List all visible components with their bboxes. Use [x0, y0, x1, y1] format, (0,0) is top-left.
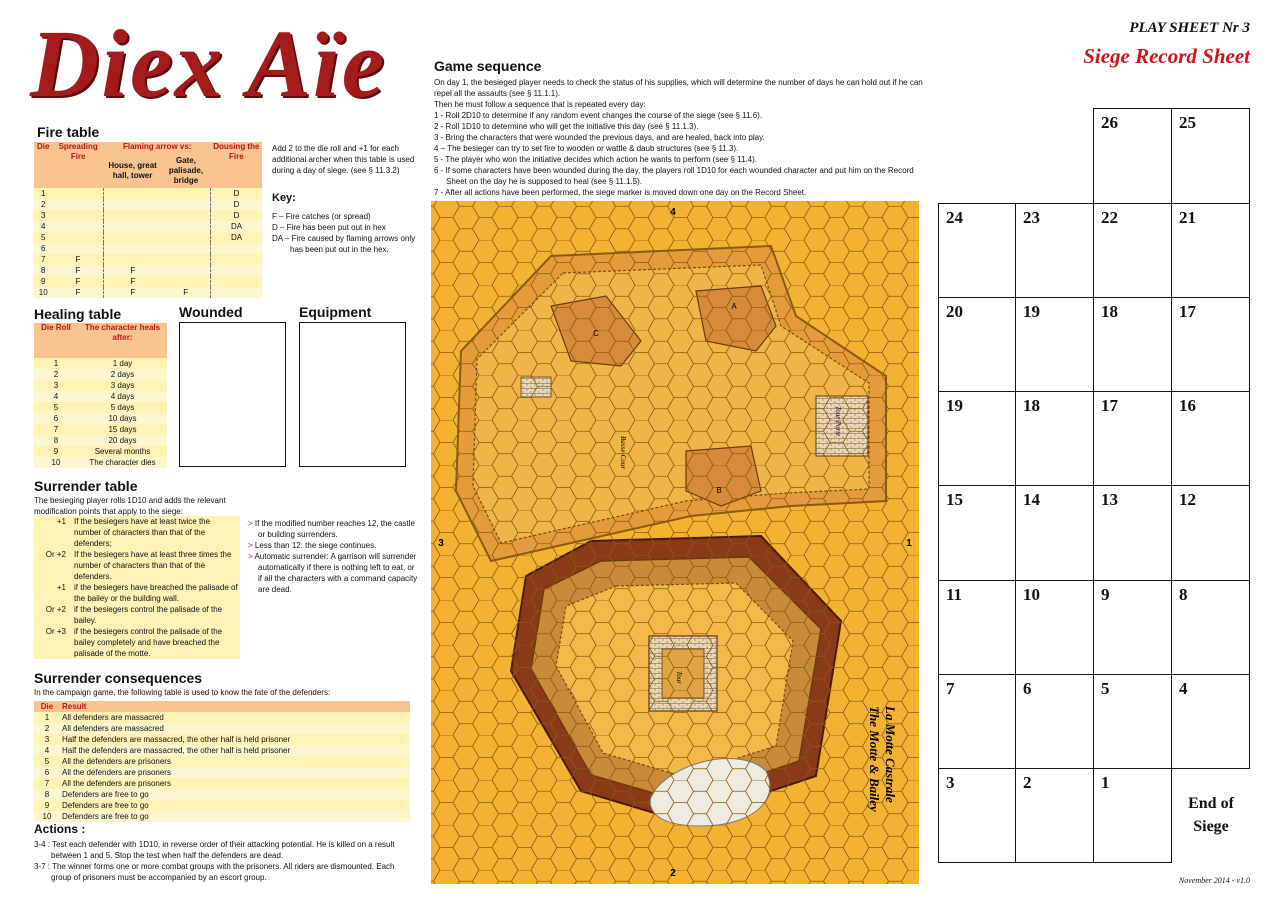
siege-day-number: 18 — [1023, 396, 1040, 415]
siege-day-cell[interactable] — [938, 391, 1016, 486]
fire-header-dousing: Dousing the Fire — [211, 142, 262, 188]
healing-row — [34, 402, 167, 413]
healing-row — [34, 435, 167, 446]
action-3-7: 3-7 : The winner forms one or more combat groups with the prisoners. All riders are dismounted. Each group of prisoners must be accompanied by an escort group. — [34, 862, 395, 882]
siege-day-number: 9 — [1101, 585, 1110, 604]
healing-cell-roll: 10 — [34, 457, 78, 468]
surrender-row — [34, 549, 240, 582]
sequence-intro-1: On day 1, the besieged player needs to check the status of his supplies, which will determine the number of days he can hold out if he can repel all the assaults (see § 11.1.1). — [434, 78, 923, 98]
fire-table-title: Fire table — [37, 124, 100, 140]
fire-cell-house — [104, 199, 162, 210]
actions-list — [34, 839, 416, 883]
sequence-intro-2: Then he must follow a sequence that is repeated every day: — [434, 100, 646, 109]
healing-cell-roll: 1 — [34, 358, 78, 369]
siege-day-cell[interactable] — [1015, 580, 1094, 675]
fire-cell-gate: F — [161, 287, 210, 298]
map-label-tourporte: Tour Porte — [834, 406, 842, 437]
fire-row — [34, 221, 262, 232]
consequences-title: Surrender consequences — [34, 670, 203, 686]
fire-cell-spread: F — [52, 265, 103, 276]
healing-row — [34, 380, 167, 391]
healing-row — [34, 424, 167, 435]
fire-cell-gate — [161, 188, 210, 199]
surrender-row — [34, 516, 240, 549]
healing-table-title: Healing table — [34, 306, 122, 322]
surrender-cell-text: If the besiegers have at least three times the number of characters than that of the defenders. — [72, 549, 240, 582]
fire-cell-spread: F — [52, 254, 103, 265]
fire-cell-house — [104, 243, 162, 254]
consequences-table — [34, 701, 410, 822]
consequences-cell-die: 6 — [34, 767, 60, 778]
key-d: D – Fire has been put out in hex — [272, 223, 386, 232]
consequences-row — [34, 800, 410, 811]
healing-row — [34, 358, 167, 369]
siege-day-cell[interactable] — [938, 768, 1016, 863]
siege-day-number: 19 — [1023, 302, 1040, 321]
fire-cell-house — [104, 254, 162, 265]
equipment-title: Equipment — [299, 304, 372, 320]
surrender-cell-text: if the besiegers control the palisade of the bailey. — [72, 604, 240, 626]
siege-record-title: Siege Record Sheet — [1083, 44, 1250, 68]
consequences-cell-result: Defenders are free to go — [60, 789, 410, 800]
siege-day-cell[interactable] — [1171, 580, 1250, 675]
fire-cell-house: F — [104, 265, 162, 276]
sequence-title: Game sequence — [434, 58, 542, 74]
fire-cell-house — [104, 221, 162, 232]
consequences-cell-die: 4 — [34, 745, 60, 756]
map-label-c: C — [593, 329, 599, 338]
fire-cell-gate — [161, 210, 210, 221]
consequences-header-result: Result — [60, 701, 410, 712]
fire-cell-spread — [52, 188, 103, 199]
consequences-cell-result: All the defenders are prisoners — [60, 778, 410, 789]
siege-day-number: 25 — [1179, 113, 1196, 132]
map-label-b: B — [716, 486, 722, 495]
consequences-cell-die: 1 — [34, 712, 60, 723]
siege-day-cell[interactable] — [1015, 768, 1094, 863]
fire-cell-douse: DA — [211, 232, 262, 243]
game-logo — [30, 8, 400, 120]
siege-day-number: 11 — [946, 585, 963, 604]
key-da: DA – Fire caused by flaming arrows only has been put out in the hex. — [272, 234, 416, 254]
fire-cell-spread — [52, 243, 103, 254]
sequence-step: 6 - If some characters have been wounded during the day, the players roll 1D10 for each wounded character and put him on the Record Sheet on the day he is supposed to heal (see § 11.1.5). — [434, 166, 914, 186]
consequences-row — [34, 756, 410, 767]
map-title-fr: La Motte Castrale — [883, 706, 898, 803]
healing-cell-heal: The character dies — [78, 457, 167, 468]
surrender-note-3: > Automatic surrender: A garrison will surrender automatically if there is nothing left to eat, or if all the characters with a command capacity are dead. — [248, 552, 418, 594]
wounded-title: Wounded — [179, 304, 243, 320]
siege-day-number: 24 — [946, 208, 963, 227]
fire-cell-douse — [211, 254, 262, 265]
consequences-cell-die: 7 — [34, 778, 60, 789]
key-list — [272, 211, 422, 255]
siege-day-number: 8 — [1179, 585, 1188, 604]
fire-cell-die: 10 — [34, 287, 52, 298]
healing-cell-heal: 15 days — [78, 424, 167, 435]
game-map[interactable] — [431, 201, 919, 884]
siege-day-number: 18 — [1101, 302, 1118, 321]
surrender-cell-text: if the besiegers control the palisade of the bailey completely and have breached the palisade of the motte. — [72, 626, 240, 659]
siege-day-cell[interactable] — [938, 674, 1016, 769]
siege-day-number: 22 — [1101, 208, 1118, 227]
map-edge-2: 2 — [670, 868, 676, 879]
fire-cell-house: F — [104, 287, 162, 298]
healing-header-heals: The character heals after: — [78, 323, 167, 358]
consequences-header-die: Die — [34, 701, 60, 712]
surrender-row — [34, 582, 240, 604]
healing-header-roll: Die Roll — [34, 323, 78, 358]
consequences-row — [34, 778, 410, 789]
end-of-siege-line1: End of — [1188, 795, 1234, 812]
siege-day-cell[interactable] — [1171, 203, 1250, 298]
siege-day-cell[interactable] — [1093, 580, 1172, 675]
map-edge-1: 1 — [906, 538, 912, 549]
fire-cell-spread: F — [52, 287, 103, 298]
hex-grid — [431, 201, 919, 884]
fire-row — [34, 210, 262, 221]
fire-cell-douse — [211, 243, 262, 254]
healing-row — [34, 369, 167, 380]
siege-day-number: 23 — [1023, 208, 1040, 227]
consequences-cell-die: 10 — [34, 811, 60, 822]
fire-header-gate: Gate, palisade, bridge — [161, 153, 210, 188]
version-footer: November 2014 - v1.0 — [1178, 876, 1250, 885]
healing-cell-roll: 7 — [34, 424, 78, 435]
siege-day-cell[interactable] — [938, 297, 1016, 392]
siege-day-cell[interactable] — [1171, 391, 1250, 486]
surrender-notes — [248, 518, 418, 595]
siege-day-number: 1 — [1101, 773, 1110, 792]
healing-cell-roll: 8 — [34, 435, 78, 446]
siege-day-cell[interactable] — [938, 203, 1016, 298]
sequence-list — [434, 77, 924, 198]
siege-day-number: 4 — [1179, 679, 1188, 698]
siege-day-number: 5 — [1101, 679, 1110, 698]
fire-row — [34, 243, 262, 254]
fire-header-die: Die — [34, 142, 52, 188]
siege-day-number: 10 — [1023, 585, 1040, 604]
fire-cell-gate — [161, 254, 210, 265]
consequences-row — [34, 723, 410, 734]
fire-row — [34, 276, 262, 287]
consequences-cell-die: 3 — [34, 734, 60, 745]
consequences-row — [34, 811, 410, 822]
fire-row — [34, 254, 262, 265]
healing-row — [34, 391, 167, 402]
fire-cell-house — [104, 210, 162, 221]
consequences-cell-result: Defenders are free to go — [60, 811, 410, 822]
healing-table — [34, 323, 167, 468]
healing-cell-roll: 2 — [34, 369, 78, 380]
sequence-step: 2 - Roll 1D10 to determine who will get the initiative this day (see § 11.1.3). — [434, 122, 699, 131]
healing-cell-roll: 4 — [34, 391, 78, 402]
logo-text: Diex Aïe — [30, 10, 387, 117]
fire-row — [34, 265, 262, 276]
surrender-intro: The besieging player rolls 1D10 and adds the relevant modification points that apply to the siege: — [34, 496, 226, 516]
fire-cell-douse: D — [211, 199, 262, 210]
siege-day-cell[interactable] — [1015, 391, 1094, 486]
sequence-step: 4 – The besieger can try to set fire to wooden or wattle & daub structures (see § 11.3). — [434, 144, 739, 153]
healing-row — [34, 446, 167, 457]
fire-cell-gate — [161, 243, 210, 254]
fire-cell-house: F — [104, 276, 162, 287]
siege-day-cell[interactable] — [1093, 391, 1172, 486]
siege-day-number: 14 — [1023, 490, 1040, 509]
surrender-cell-text: if the besiegers have breached the palisade of the bailey or the building wall. — [72, 582, 240, 604]
fire-cell-douse: D — [211, 188, 262, 199]
fire-cell-die: 5 — [34, 232, 52, 243]
siege-day-cell[interactable] — [1171, 485, 1250, 581]
fire-header-flaming: Flaming arrow vs: — [104, 142, 211, 153]
siege-day-cell[interactable] — [1171, 108, 1250, 204]
map-label-bassecour: Basse-Cour — [619, 436, 627, 470]
fire-cell-spread — [52, 232, 103, 243]
fire-cell-die: 9 — [34, 276, 52, 287]
key-f: F – Fire catches (or spread) — [272, 212, 371, 221]
fire-row — [34, 287, 262, 298]
fire-cell-house — [104, 232, 162, 243]
healing-cell-heal: Several months — [78, 446, 167, 457]
fire-header-spreading: Spreading Fire — [52, 142, 103, 188]
consequences-cell-result: All defenders are massacred — [60, 712, 410, 723]
consequences-row — [34, 734, 410, 745]
play-sheet-number: PLAY SHEET Nr 3 — [1129, 20, 1250, 36]
siege-day-cell[interactable] — [1015, 485, 1094, 581]
siege-day-cell[interactable] — [1171, 674, 1250, 769]
consequences-cell-die: 5 — [34, 756, 60, 767]
siege-day-number: 6 — [1023, 679, 1032, 698]
consequences-cell-result: All the defenders are prisoners — [60, 756, 410, 767]
siege-day-cell[interactable] — [1093, 674, 1172, 769]
map-label-tour: Tour — [675, 671, 683, 684]
consequences-row — [34, 767, 410, 778]
fire-cell-die: 1 — [34, 188, 52, 199]
surrender-row — [34, 626, 240, 659]
consequences-intro: In the campaign game, the following table is used to know the fate of the defenders: — [34, 688, 331, 697]
key-title: Key: — [272, 192, 296, 204]
healing-cell-heal: 10 days — [78, 413, 167, 424]
fire-cell-die: 8 — [34, 265, 52, 276]
fire-cell-die: 6 — [34, 243, 52, 254]
fire-cell-spread — [52, 210, 103, 221]
consequences-cell-result: All the defenders are prisoners — [60, 767, 410, 778]
surrender-table — [34, 516, 240, 659]
fire-cell-gate — [161, 221, 210, 232]
fire-cell-gate — [161, 232, 210, 243]
healing-cell-roll: 5 — [34, 402, 78, 413]
siege-day-cell[interactable] — [1171, 297, 1250, 392]
siege-day-cell[interactable] — [1093, 203, 1172, 298]
fire-note: Add 2 to the die roll and +1 for each additional archer when this table is used during a day of siege. (see § 11.3.2) — [272, 144, 415, 175]
map-edge-3: 3 — [438, 538, 444, 549]
consequences-cell-result: Defenders are free to go — [60, 800, 410, 811]
fire-cell-gate — [161, 199, 210, 210]
siege-day-cell[interactable] — [1093, 485, 1172, 581]
map-title-en: The Motte & Bailey — [867, 706, 882, 812]
fire-cell-douse: DA — [211, 221, 262, 232]
healing-cell-heal: 20 days — [78, 435, 167, 446]
surrender-note-1: > If the modified number reaches 12, the castle or building surrenders. — [248, 519, 415, 539]
surrender-cell-mod: Or +2 — [34, 604, 72, 626]
map-edge-4: 4 — [670, 207, 676, 218]
actions-title: Actions : — [34, 822, 86, 836]
siege-day-cell[interactable] — [1093, 108, 1172, 204]
healing-cell-roll: 9 — [34, 446, 78, 457]
fire-row — [34, 188, 262, 199]
fire-cell-house — [104, 188, 162, 199]
consequences-cell-die: 8 — [34, 789, 60, 800]
consequences-row — [34, 789, 410, 800]
fire-cell-douse — [211, 276, 262, 287]
fire-cell-die: 3 — [34, 210, 52, 221]
surrender-cell-mod: Or +3 — [34, 626, 72, 659]
fire-row — [34, 232, 262, 243]
siege-day-cell[interactable] — [1093, 768, 1172, 863]
consequences-cell-die: 9 — [34, 800, 60, 811]
siege-day-number: 26 — [1101, 113, 1118, 132]
siege-day-cell[interactable] — [938, 485, 1016, 581]
surrender-cell-mod: +1 — [34, 516, 72, 549]
end-of-siege[interactable] — [1173, 792, 1249, 838]
healing-cell-heal: 3 days — [78, 380, 167, 391]
healing-cell-heal: 4 days — [78, 391, 167, 402]
fire-cell-die: 4 — [34, 221, 52, 232]
siege-day-number: 3 — [946, 773, 955, 792]
fire-cell-douse: D — [211, 210, 262, 221]
siege-day-number: 17 — [1101, 396, 1118, 415]
surrender-cell-mod: +1 — [34, 582, 72, 604]
fire-cell-spread — [52, 221, 103, 232]
equipment-box[interactable] — [299, 322, 406, 467]
surrender-note-2: > Less than 12: the siege continues. — [248, 541, 377, 550]
consequences-cell-result: Half the defenders are massacred, the other half is held prisoner — [60, 745, 410, 756]
siege-day-number: 2 — [1023, 773, 1032, 792]
siege-day-cell[interactable] — [1093, 297, 1172, 392]
fire-cell-die: 2 — [34, 199, 52, 210]
siege-day-number: 7 — [946, 679, 955, 698]
healing-cell-heal: 2 days — [78, 369, 167, 380]
siege-day-cell[interactable] — [938, 580, 1016, 675]
consequences-row — [34, 712, 410, 723]
siege-day-cell[interactable] — [1015, 297, 1094, 392]
siege-day-number: 20 — [946, 302, 963, 321]
fire-cell-douse — [211, 265, 262, 276]
consequences-cell-result: All defenders are massacred — [60, 723, 410, 734]
map-label-a: A — [731, 302, 737, 311]
wounded-box[interactable] — [179, 322, 286, 467]
fire-cell-die: 7 — [34, 254, 52, 265]
sequence-step: 7 - After all actions have been performed, the siege marker is moved down one day on the Record Sheet. — [434, 188, 807, 197]
healing-cell-heal: 1 day — [78, 358, 167, 369]
siege-day-number: 12 — [1179, 490, 1196, 509]
fire-table — [34, 142, 262, 298]
fire-cell-gate — [161, 276, 210, 287]
sequence-step: 1 - Roll 2D10 to determine if any random event changes the course of the siege (see § 11.6). — [434, 111, 763, 120]
fire-cell-douse — [211, 287, 262, 298]
siege-day-number: 17 — [1179, 302, 1196, 321]
surrender-table-title: Surrender table — [34, 478, 138, 494]
healing-cell-roll: 3 — [34, 380, 78, 391]
siege-day-number: 15 — [946, 490, 963, 509]
consequences-cell-die: 2 — [34, 723, 60, 734]
consequences-cell-result: Half the defenders are massacred, the other half is held prisoner — [60, 734, 410, 745]
end-of-siege-line2: Siege — [1193, 818, 1229, 835]
siege-day-number: 16 — [1179, 396, 1196, 415]
siege-day-cell[interactable] — [1015, 674, 1094, 769]
fire-cell-spread — [52, 199, 103, 210]
action-3-4: 3-4 : Test each defender with 1D10, in reverse order of their attacking potential. He is killed on a result between 1 and 5. Stop the test when half the defenders are dead. — [34, 840, 395, 860]
healing-row — [34, 413, 167, 424]
fire-header-house: House, great hall, tower — [104, 153, 162, 188]
siege-day-number: 13 — [1101, 490, 1118, 509]
surrender-row — [34, 604, 240, 626]
sequence-step: 5 - The player who won the initiative decides which action he wants to perform (see § 11.4). — [434, 155, 757, 164]
fire-cell-gate — [161, 265, 210, 276]
healing-cell-heal: 5 days — [78, 402, 167, 413]
fire-cell-spread: F — [52, 276, 103, 287]
siege-day-number: 21 — [1179, 208, 1196, 227]
sequence-step: 3 - Bring the characters that were wounded the previous days, and are healed, back into play. — [434, 133, 765, 142]
surrender-cell-text: If the besiegers have at least twice the number of characters than that of the defenders; — [72, 516, 240, 549]
surrender-cell-mod: Or +2 — [34, 549, 72, 582]
healing-row — [34, 457, 167, 468]
consequences-row — [34, 745, 410, 756]
healing-cell-roll: 6 — [34, 413, 78, 424]
siege-day-number: 19 — [946, 396, 963, 415]
siege-day-cell[interactable] — [1015, 203, 1094, 298]
fire-row — [34, 199, 262, 210]
